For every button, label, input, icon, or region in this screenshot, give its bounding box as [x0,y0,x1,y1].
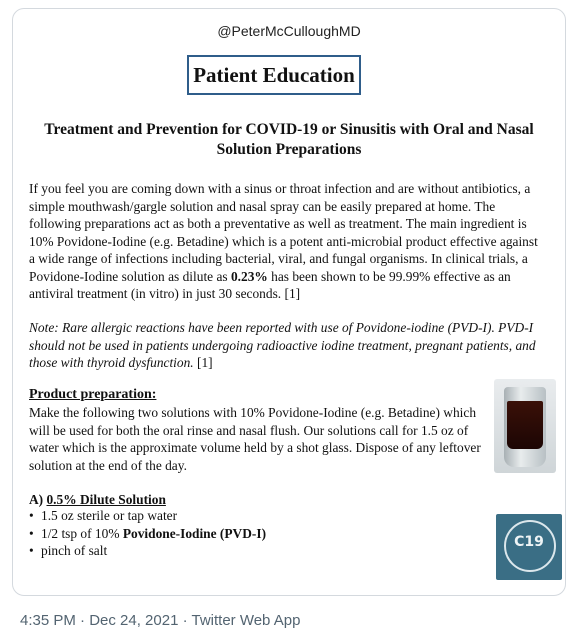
patient-education-document [13,9,565,595]
ingredient-list [29,507,266,560]
intro-paragraph [29,180,539,303]
product-preparation-text: Make the following two solutions with 10% Povidone-Iodine (e.g. Betadine) which will be used for both the oral rinse and nasal flush. Our solutions call for 1.5 oz of water which is the approximate volume held by a shot glass. Dispose of any leftover solution at the end of the day. [29,405,481,473]
solution-prefix: A) [29,492,47,507]
list-item [29,507,266,525]
patient-education-badge [187,55,361,95]
solution-heading-label: 0.5% Dilute Solution [46,492,166,507]
intro-text-2: has been shown to be 99.99% effective as an antiviral treatment (in vitro) in just 30 seconds. [1] [29,268,511,301]
note-paragraph [29,319,539,372]
logo-text: C19 [514,534,544,550]
tweet-media-card[interactable] [12,8,566,596]
ingredient-pvdi-plain: 1/2 tsp of 10% [41,525,123,541]
c19-logo [496,514,562,580]
ingredient-pvdi-bold: Povidone-Iodine (PVD-I) [122,525,267,541]
shot-glass-liquid [507,401,543,449]
tweet-timestamp[interactable]: 4:35 PM · Dec 24, 2021 · Twitter Web App [20,612,301,629]
intro-text-1: If you feel you are coming down with a sinus or throat infection and are without antibiotics, a simple mouthwash/gargle solution and nasal spray can be easily prepared at home. The following preparations act as both a preventative as well as treatment. The main ingredient is 10% Povidone-Iodine (e.g. Betadine) which is a potent anti-microbial product effective against a wide range of infections including bacterial, viral, and fungal organisms. In clinical trials, a Povidone-Iodine solution as dilute as [29,181,538,284]
note-ref: [1] [193,355,213,370]
solution-heading [29,492,166,508]
shot-glass-image [494,379,556,473]
intro-bold-value: 0.23% [230,268,268,284]
ingredient-water: 1.5 oz sterile or tap water [41,508,178,523]
list-item [29,542,266,560]
badge-label: Patient Education [193,62,355,87]
document-title: Treatment and Prevention for COVID-19 or Sinusitis with Oral and Nasal Solution Preparations [44,121,534,158]
list-item [29,525,266,543]
author-handle: @PeterMcCulloughMD [217,23,361,39]
note-text: Note: Rare allergic reactions have been reported with use of Povidone-iodine (PVD-I). PVD-I should not be used in patients undergoing radioactive iodine treatment, pregnant patients, and those with thyroid dysfunction. [29,320,536,370]
ingredient-salt: pinch of salt [41,543,108,558]
product-preparation-heading: Product preparation: [29,387,157,402]
